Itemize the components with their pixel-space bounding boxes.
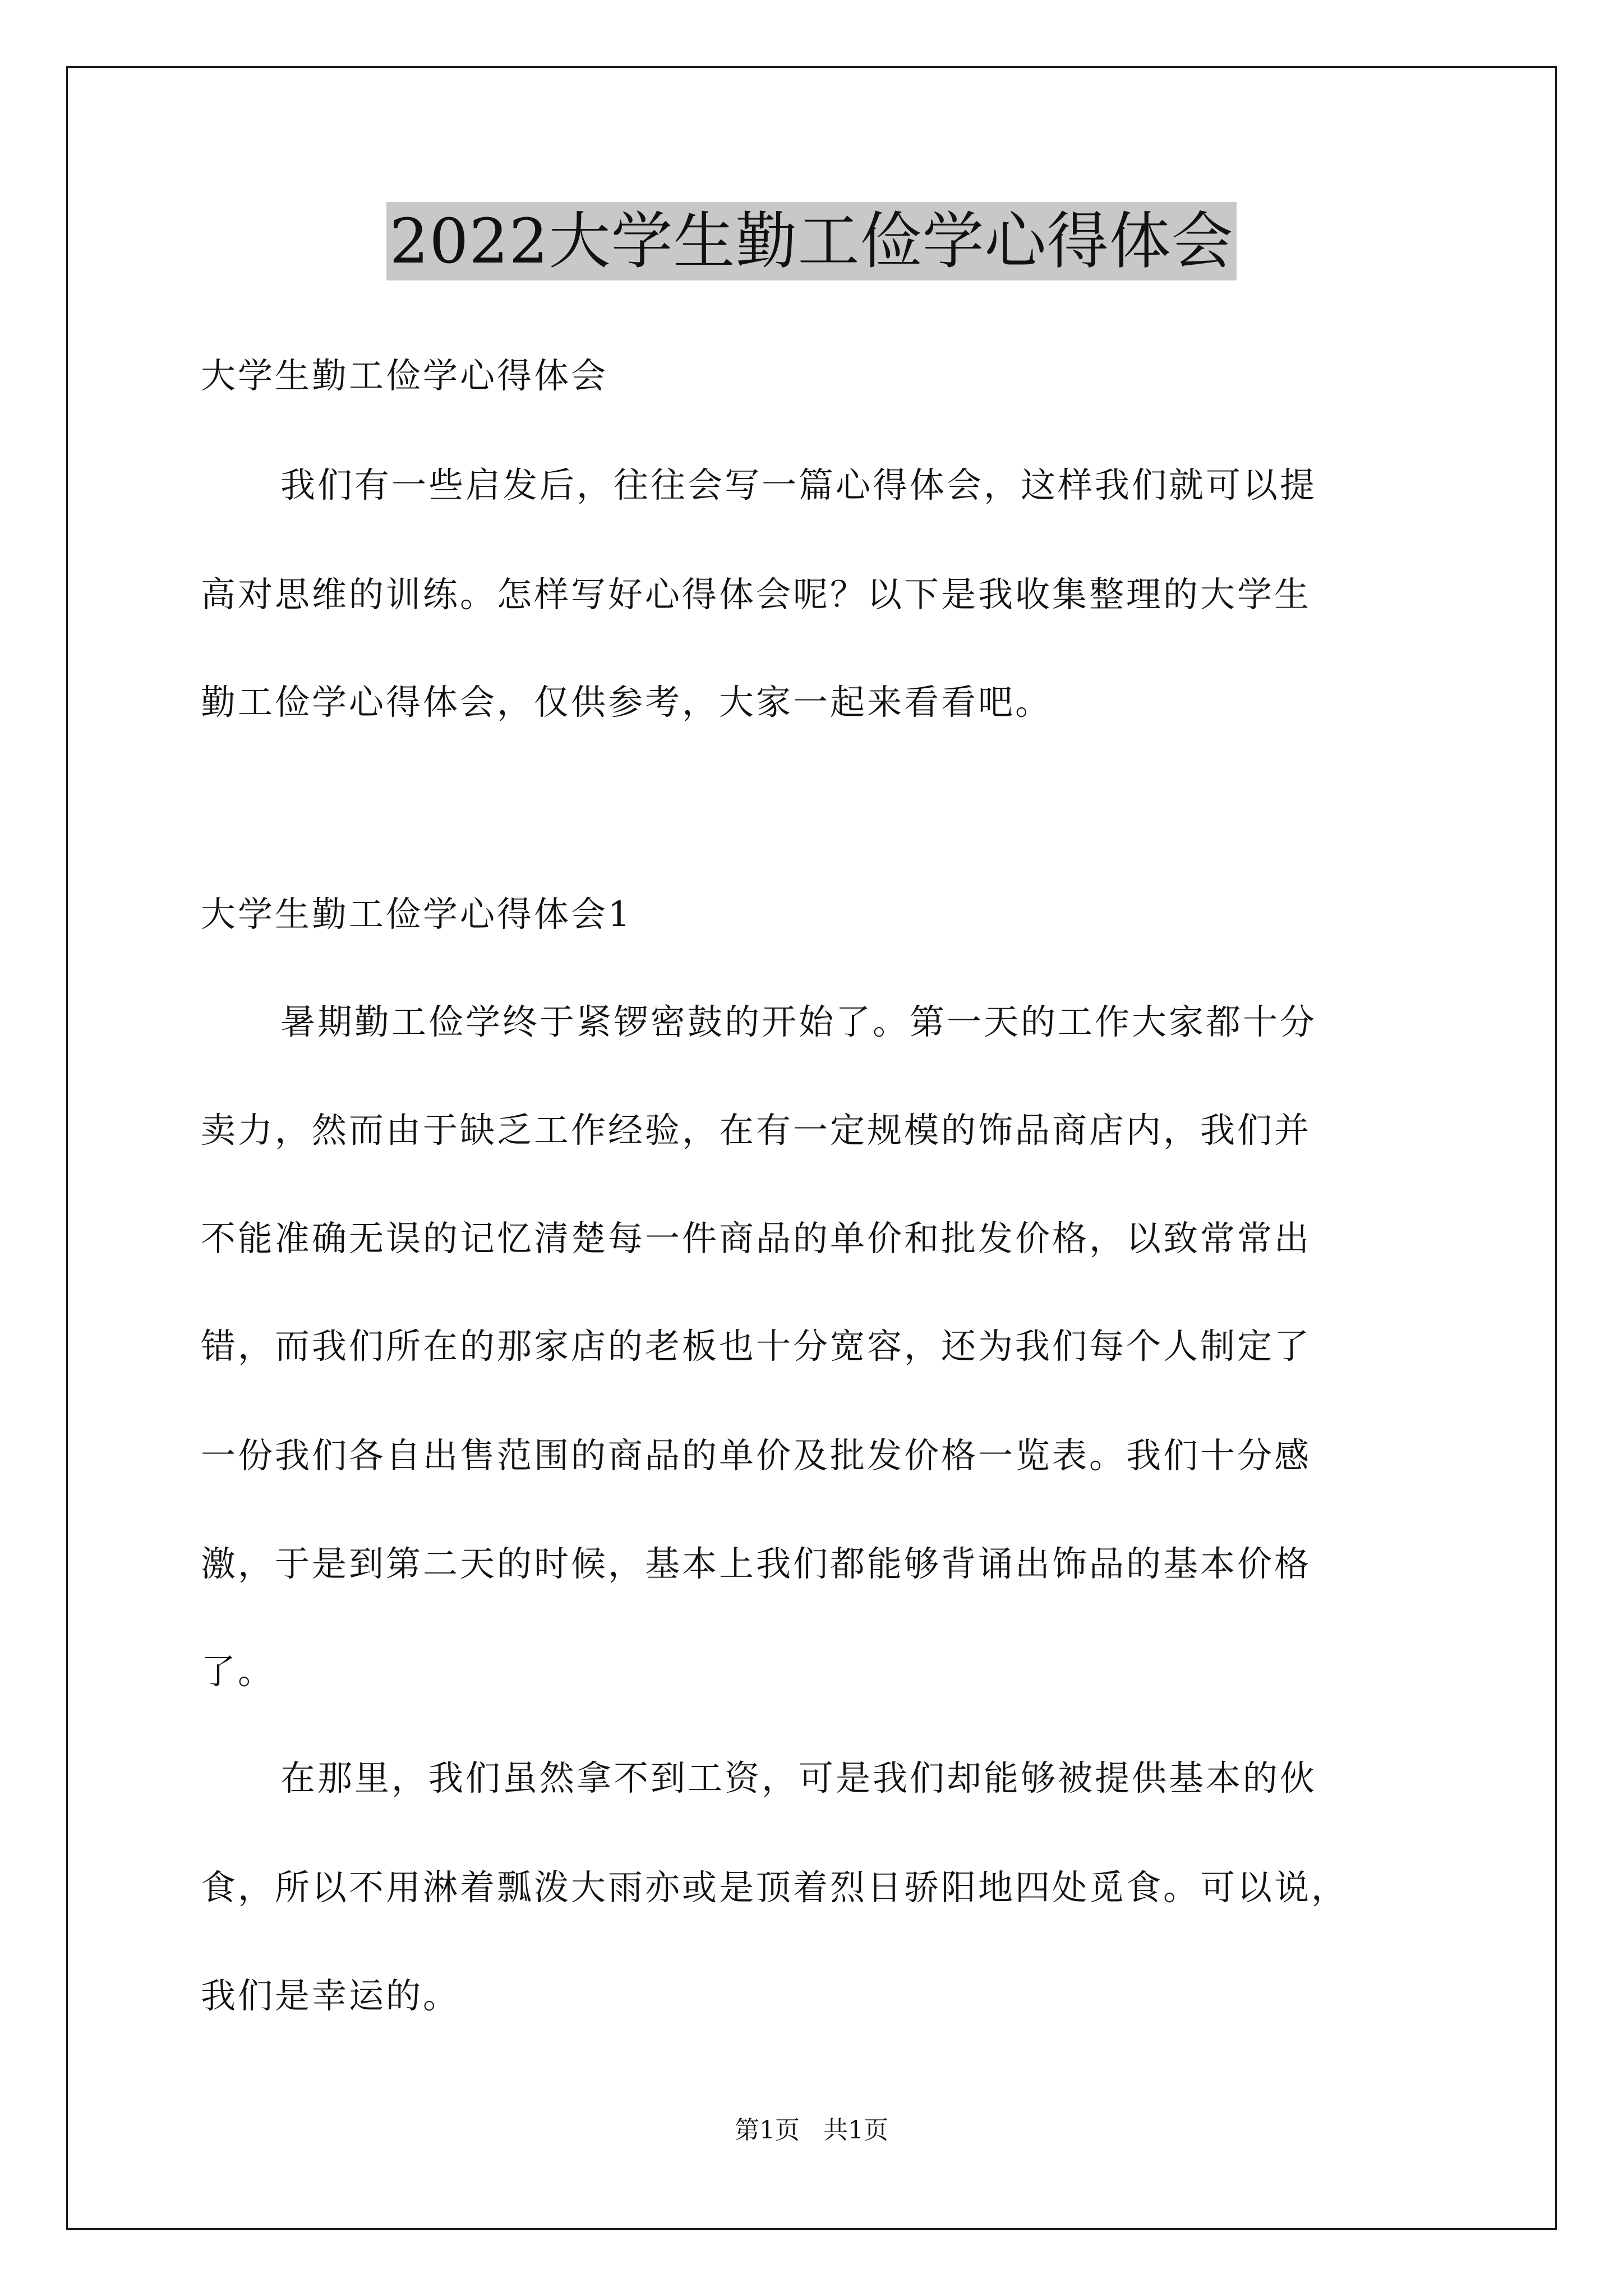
page-footer: 第1页 共1页 xyxy=(735,2116,888,2145)
document-title: 2022大学生勤工俭学心得体会 xyxy=(386,202,1237,280)
para1-line-1: 暑期勤工俭学终于紧锣密鼓的开始了。第一天的工作大家都十分 xyxy=(280,1001,1317,1042)
para1-line-6: 激，于是到第二天的时候，基本上我们都能够背诵出饰品的基本价格 xyxy=(201,1543,1312,1584)
section-heading: 大学生勤工俭学心得体会1 xyxy=(201,894,633,935)
intro-line-1: 我们有一些启发后，往往会写一篇心得体会，这样我们就可以提 xyxy=(280,464,1317,505)
para1-line-3: 不能准确无误的记忆清楚每一件商品的单价和批发价格，以致常常出 xyxy=(201,1218,1312,1259)
intro-line-2: 高对思维的训练。怎样写好心得体会呢？以下是我收集整理的大学生 xyxy=(201,574,1312,615)
para2-line-3: 我们是幸运的。 xyxy=(201,1975,460,2016)
para2-line-2: 食，所以不用淋着瓢泼大雨亦或是顶着烈日骄阳地四处觅食。可以说， xyxy=(201,1867,1349,1908)
para1-line-5: 一份我们各自出售范围的商品的单价及批发价格一览表。我们十分感 xyxy=(201,1435,1312,1476)
title-container xyxy=(0,202,1623,280)
para1-line-7: 了。 xyxy=(201,1651,275,1692)
para1-line-4: 错，而我们所在的那家店的老板也十分宽容，还为我们每个人制定了 xyxy=(201,1326,1312,1366)
para2-line-1: 在那里，我们虽然拿不到工资，可是我们却能够被提供基本的伙 xyxy=(280,1757,1317,1798)
para1-line-2: 卖力，然而由于缺乏工作经验，在有一定规模的饰品商店内，我们并 xyxy=(201,1110,1312,1151)
intro-line-3: 勤工俭学心得体会，仅供参考，大家一起来看看吧。 xyxy=(201,682,1053,723)
document-subtitle: 大学生勤工俭学心得体会 xyxy=(201,355,608,396)
